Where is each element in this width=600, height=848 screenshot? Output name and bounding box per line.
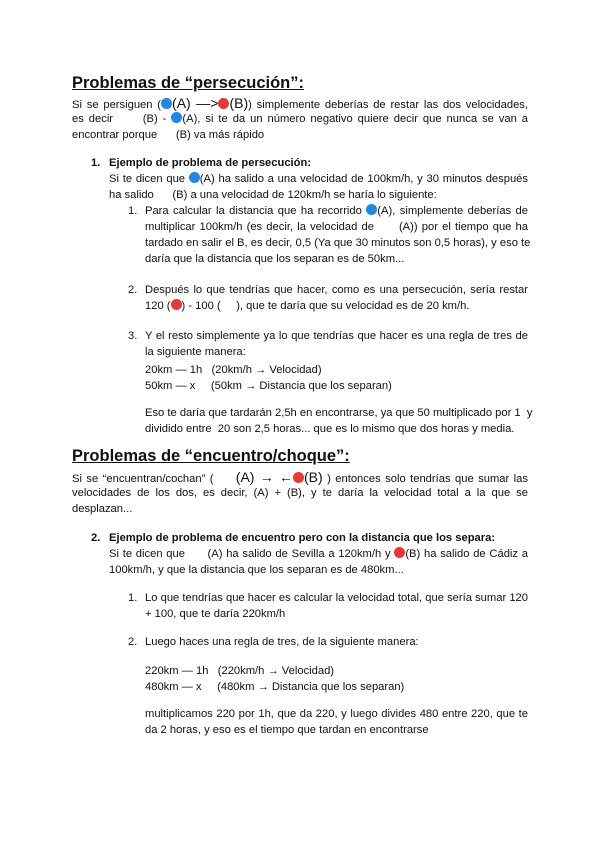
conclusion-line: dividido entre 20 son 2,5 horas... que es lo mismo que dos horas y media.: [145, 423, 515, 435]
conclusion-line: multiplicamos 220 por 1h, que da 220, y luego divides 480 entre 220, que te: [145, 708, 528, 720]
rule-of-three-row: 20km — 1h (20km/h → Velocidad): [145, 364, 322, 376]
step-number: 2.: [128, 284, 138, 296]
step-number: 1.: [128, 592, 138, 604]
step-line: Y el resto simplemente ya lo que tendrías que hacer es una regla de tres de: [145, 330, 528, 342]
intro-line-1: Si se “encuentran/cochan” ( (A) → ← (B) ) entonces solo tendrías que sumar las: [72, 469, 528, 485]
step-line: Después lo que tendrías que hacer, como es una persecución, sería restar: [145, 284, 528, 296]
step-line: Para calcular la distancia que ha recorrido (A), simplemente deberías de: [145, 205, 529, 217]
step-line: multiplicar 100km/h (es decir, la velocidad de (A)) por el tiempo que ha: [145, 221, 528, 233]
rule-of-three-row: 50km — x (50km → Distancia que los separan): [145, 380, 392, 392]
red-dot-icon: [218, 98, 229, 109]
step-line: 120 ( ) - 100 ( ), que te daría que su velocidad es de 20 km/h.: [145, 300, 470, 312]
step-number: 1.: [128, 205, 138, 217]
step-line: + 100, que te daría 220km/h: [145, 608, 286, 620]
step-number: 2.: [128, 636, 138, 648]
example-number: 2.: [91, 532, 101, 544]
example-para-1: Si te dicen que (A) ha salido de Sevilla a 120km/h y (B) ha salido de Cádiz a: [109, 548, 528, 560]
example-para-2: 100km/h, y que la distancia que los separan es de 480km...: [109, 564, 404, 576]
intro-line-3: desplazan...: [72, 503, 133, 515]
example-number: 1.: [91, 157, 101, 169]
step-line: daría que la distancia que los separan es de 50km...: [145, 253, 405, 265]
intro-line-1: Si se persiguen ( (A) —> (B)) simplemente deberías de restar las dos velocidades,: [72, 95, 528, 111]
example-para-1: Si te dicen que (A) ha salido a una velocidad de 100km/h, y 30 minutos después: [109, 173, 528, 185]
step-line: Lo que tendrías que hacer es calcular la velocidad total, que sería sumar 120: [145, 592, 528, 604]
step-line: tardado en salir el B, es decir, 0,5 (Ya que 30 minutos son 0,5 horas), y eso te: [145, 237, 531, 249]
example-para-2: ha salido (B) a una velocidad de 120km/h se haría lo siguiente:: [109, 189, 437, 201]
step-line: Luego haces una regla de tres, de la siguiente manera:: [145, 636, 419, 648]
blue-dot-icon: [189, 172, 200, 183]
section-title-persecucion: Problemas de “persecución”:: [72, 74, 304, 92]
rule-of-three-row: 480km — x (480km → Distancia que los separan): [145, 681, 405, 693]
rule-of-three-row: 220km — 1h (220km/h → Velocidad): [145, 665, 335, 677]
blue-dot-icon: [366, 204, 377, 215]
intro-line-2: es decir (B) - (A), si te da un número negativo quiere decir que nunca se van a: [72, 113, 528, 125]
red-dot-icon: [293, 472, 304, 483]
section-title-encuentro: Problemas de “encuentro/choque”:: [72, 447, 350, 465]
step-number: 3.: [128, 330, 138, 342]
blue-dot-icon: [161, 98, 172, 109]
intro-line-2: velocidades de los dos, es decir, (A) + (B), y te daría la velocidad total a la que se: [72, 487, 528, 499]
blue-dot-icon: [171, 112, 182, 123]
conclusion-line: da 2 horas, y eso es el tiempo que tardan en encontrarse: [145, 724, 429, 736]
example-title: Ejemplo de problema de persecución:: [109, 157, 312, 169]
step-line: la siguiente manera:: [145, 346, 246, 358]
red-dot-icon: [171, 299, 182, 310]
conclusion-line: Eso te daría que tardarán 2,5h en encontrarse, ya que 50 multiplicado por 1 y: [145, 407, 533, 419]
example-title: Ejemplo de problema de encuentro pero con la distancia que los separa:: [109, 532, 496, 544]
intro-line-3: encontrar porque (B) va más rápido: [72, 129, 265, 141]
red-dot-icon: [394, 547, 405, 558]
